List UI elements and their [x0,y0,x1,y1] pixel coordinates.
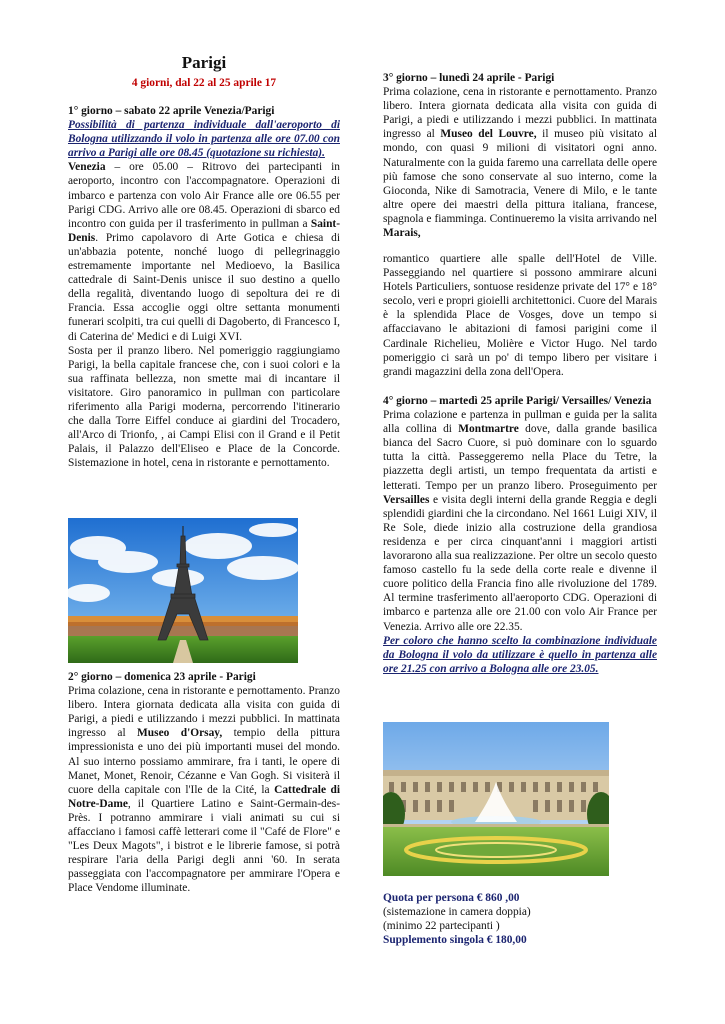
price-per-person: Quota per persona € 860 ,00 [383,892,520,904]
day3-text-c: romantico quartiere alle spalle dell'Hotel de Ville. Passeggiando nel quartiere si possono ammirare alcuni Hotels Particuliers, sontuose residenze private del 17° e 18° secolo, veri e propri gioielli architettonici. Cuore del Marais è la splendida Place de Vosges, dove un tempo si affacciavano le abitazioni di famosi parigini come il Cardinale Richelieu, Molière e Victor Hugo. Nel tardo pomeriggio ci sarà un po' di tempo libero per visitare i grandi magazzini della zona dell'Opera. [383,253,657,378]
day4-section [383,394,657,676]
page-subtitle: 4 giorni, dal 22 al 25 aprile 17 [131,77,277,89]
day2-text-a: Prima colazione, cena in ristorante e pernottamento. Pranzo libero. Intera giornata dedicata alla visita con guida di Parigi, a piedi e utilizzando i mezzi pubblici. In mattinata ingresso al [68,685,340,740]
day4-text-b: dove, dalla grande basilica bianca del Sacro Cuore, si può dominare con lo sguardo tutta la città. Passeggeremo nella Place du Tetre, la piazzetta degli artisti, un tempo frequentata da artisti e letterati. Tempo per un pranzo libero. Proseguimento per [383,423,658,492]
day2-text-c: , il Quartiere Latino e Saint-Germain-des-Près. I potranno ammirare i viali animati su cui si affacciano i famosi caffè letterari come il "Café de Flore" e "Les Deux Magots", i bistrot e le librerie famose, si potrà respirare l'aria della Parigi degli anni '60. In serata passeggiata con l'accompagnatore per ammirare l'Opera e Place Vendome illuminate. [68,797,340,895]
day1-saint-denis: Saint-Denis [68,217,340,244]
day1-section [68,104,340,470]
day3-heading: 3° giorno – lunedì 24 aprile - Parigi [383,72,555,84]
day4-heading: 4° giorno – martedì 25 aprile Parigi/ Versailles/ Venezia [383,395,652,407]
day3-text-b: il museo più visitato al mondo, con quasi 9 milioni di visitatori ogni anno. Naturalmente con la guida faremo una carrellata delle opere più famose che sono conservate al suo interno, come la Gioconda, Nike di Samotracia, Venere di Milo, e le tante altre opere dei maestri della pittura italiana, francese, spagnola e fiamminga. Continueremo la visita arrivando nel [383,128,657,225]
versailles-photo [383,722,609,876]
day4-text-a: Prima colazione e partenza in pullman e guida per la salita alla collina di [383,409,657,436]
day3-section [383,71,657,240]
day2-text [68,684,340,895]
day2-heading: 2° giorno – domenica 23 aprile - Parigi [68,671,256,683]
eiffel-tower-photo [68,518,298,663]
page-title: Parigi [181,53,227,72]
day4-bologna-note: Per coloro che hanno scelto la combinazione individuale da Bologna il volo da utilizzare è quello in partenza alle ore 21.25 con arrivo a Bologna alle ore 23.05. [383,634,657,675]
day3-text [383,85,657,240]
day4-text [383,408,657,634]
day1-text-b: . Primo capolavoro di Arte Gotica e chiesa di un'abbazia potente, nonché luogo di pellegrinaggio estremamente importante nel Medioevo, la Basilica cattedrale di Saint-Denis unisce il suo destino a quello della regalità, diventando luogo di sepoltura dei re di Francia. Essa accoglie oggi oltre settanta monumenti funerari scolpiti, tra cui quelli di Dagoberto, di Francesco I, di Caterina de' Medici e di Luigi XVI. [68,231,340,343]
pricing-section [383,891,657,947]
day2-section [68,670,340,896]
day1-heading: 1° giorno – sabato 22 aprile Venezia/Parigi [68,105,275,117]
day4-montmartre: Montmartre [458,423,519,436]
day1-text-a: – ore 05.00 – Ritrovo dei partecipanti in aeroporto, incontro con l'accompagnatore. Operazioni di imbarco e partenza con volo Air France alle ore 06.55 per Parigi CDG. Arrivo alle ore 08.45. Operazioni di sbarco ed incontro con guida per il trasferimento in pullman a [68,161,340,230]
price-note-room: (sistemazione in camera doppia) [383,906,531,919]
day2-text-b: tempio della pittura impressionista e uno dei più importanti musei del mondo. Al suo interno possiamo ammirare, fra i tanti, le opere di Manet, Monet, Renoir, Cézanne e Van Gogh. Si visiterà il cuore della capitale con l'Ile de la Cité, la [68,727,340,796]
day3-marais: Marais, [383,227,421,240]
day3-louvre: Museo del Louvre, [440,128,537,141]
day1-text [68,160,340,343]
day3-continued [383,252,657,379]
day1-text-c: Sosta per il pranzo libero. Nel pomeriggio raggiungiamo Parigi, la bella capitale francese che, con i suoi colori e la sua raffinata bellezza, non smette mai di incantare il visitatore. Giro panoramico in pullman con particolare riferimento alla Parigi moderna, percorrendo l'itinerario che dalla Torre Eiffel conduce ai giardini del Trocadero, all'Arco di Trionfo, , ai Campi Elisi con il Grand e il Petit Palais, il Palazzo dell'Eliseo e Place de la Concorde. Sistemazione in hotel, cena in ristorante e pernottamento. [68,344,340,470]
day2-orsay: Museo d'Orsay, [137,727,223,740]
day1-start-word: Venezia [68,161,106,174]
day4-versailles: Versailles [383,493,430,506]
day4-text-c: e visita degli interni della grande Reggia e degli splendidi giardini che la circondano. Nel 1661 Luigi XIV, il Re Sole, diede inizio alla costruzione della grandiosa residenza e per circa cinquant'anni i maggiori artisti lavorarono alla sua realizzazione. Per oltre un secolo questo famoso castello fu la sede della corte reale e divenne il cuore politico della Francia fino alle rivoluzione del 1789. Al termine trasferimento all'aeroporto CDG. Operazioni di imbarco e partenza alle ore 21.00 con volo Air France per Venezia. Arrivo alle ore 22.35. [383,493,657,633]
day3-text-a: Prima colazione, cena in ristorante e pernottamento. Pranzo libero. Intera giornata dedicata alla visita con guida di Parigi, a piedi e utilizzando i mezzi pubblici. In mattinata ingresso al [383,86,657,141]
price-note-min: (minimo 22 partecipanti ) [383,920,500,933]
day1-option-note: Possibilità di partenza individuale dall'aeroporto di Bologna utilizzando il volo in partenza alle ore 07.00 con arrivo a Parigi alle ore 08.45 (quotazione su richiesta). [68,119,340,160]
day2-notre-dame: Cattedrale di Notre-Dame [68,783,341,810]
single-supplement: Supplemento singola € 180,00 [383,934,527,947]
